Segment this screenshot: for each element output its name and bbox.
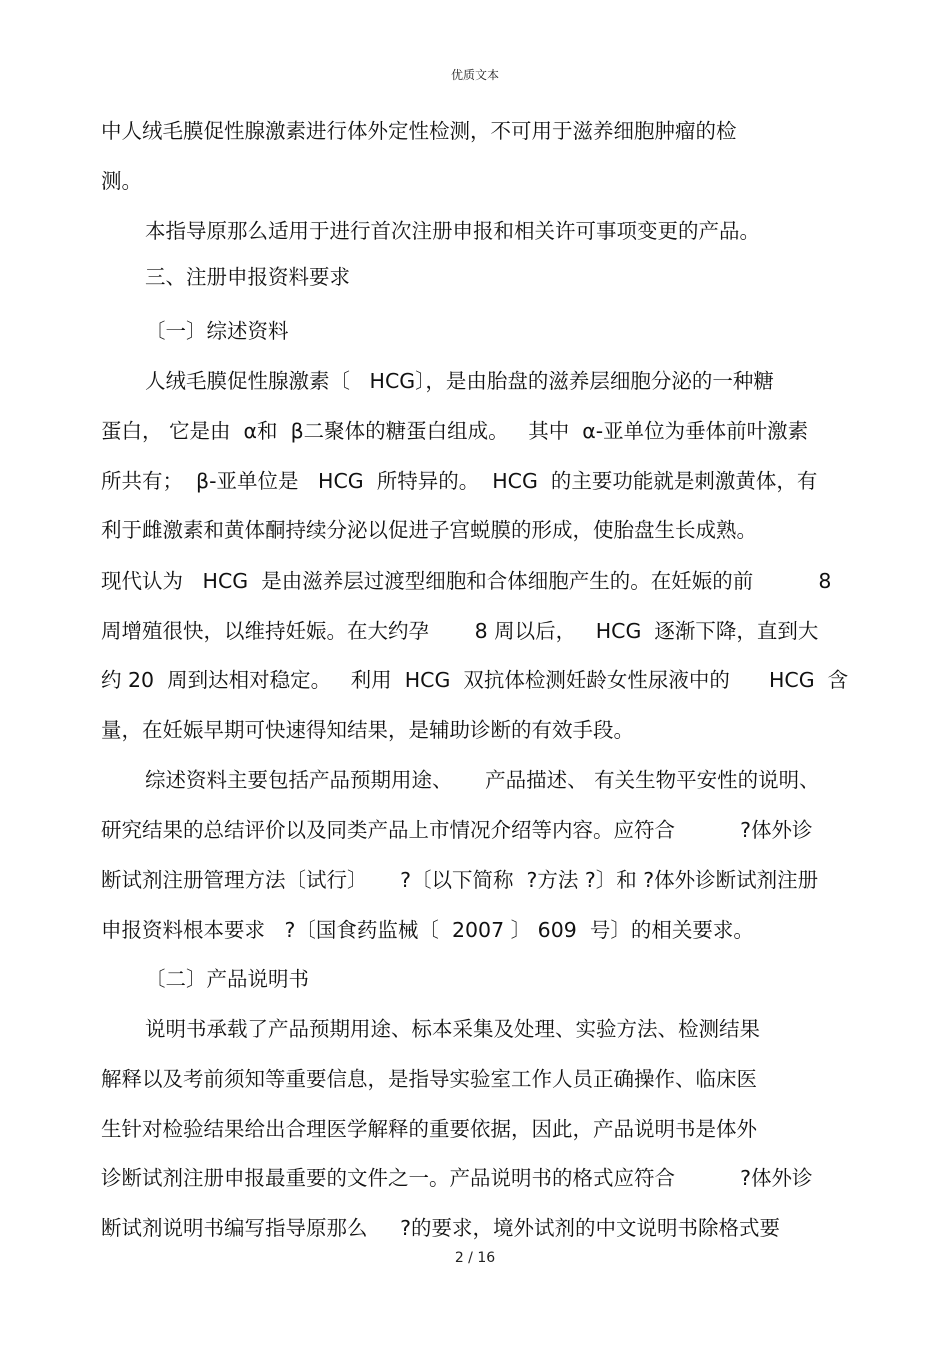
text-line: 所共有； β-亚单位是 HCG 所特异的。 HCG 的主要功能就是刺激黄体，有: [101, 469, 818, 493]
text-line: 生针对检验结果给出合理医学解释的重要依据，因此，产品说明书是体外: [101, 1117, 757, 1141]
text-line: 蛋白， 它是由 α和 β二聚体的糖蛋白组成。 其中 α-亚单位为垂体前叶激素: [101, 419, 809, 443]
subsection-heading: 〔一〕综述资料: [145, 319, 289, 343]
text-line: 解释以及考前须知等重要信息，是指导实验室工作人员正确操作、临床医: [101, 1067, 757, 1091]
text-line: 本指导原那么适用于进行首次注册申报和相关许可事项变更的产品。: [145, 219, 760, 243]
text-line: 利于雌激素和黄体酮持续分泌以促进子宫蜕膜的形成，使胎盘生长成熟。: [101, 518, 757, 542]
text-line: 现代认为 HCG 是由滋养层过渡型细胞和合体细胞产生的。在妊娠的前 8: [101, 569, 832, 593]
text-line: 研究结果的总结评价以及同类产品上市情况介绍等内容。应符合 ?体外诊: [101, 818, 813, 842]
section-heading: 三、注册申报资料要求: [145, 265, 350, 289]
text-line: 人绒毛膜促性腺激素〔 HCG〕，是由胎盘的滋养层细胞分泌的一种糖: [145, 369, 774, 393]
text-line: 周增殖很快，以维持妊娠。在大约孕 8 周以后， HCG 逐渐下降，直到大: [101, 619, 819, 643]
text-line: 断试剂注册管理方法〔试行〕 ?〔以下简称 ?方法 ?〕和 ?体外诊断试剂注册: [101, 868, 819, 892]
text-line: 量，在妊娠早期可快速得知结果，是辅助诊断的有效手段。: [101, 718, 634, 742]
text-line: 约 20 周到达相对稳定。 利用 HCG 双抗体检测妊龄女性尿液中的 HCG 含: [101, 668, 849, 692]
text-line: 中人绒毛膜促性腺激素进行体外定性检测，不可用于滋养细胞肿瘤的检: [101, 119, 737, 143]
text-line: 说明书承载了产品预期用途、标本采集及处理、实验方法、检测结果: [145, 1017, 760, 1041]
text-line: 诊断试剂注册申报最重要的文件之一。产品说明书的格式应符合 ?体外诊: [101, 1166, 813, 1190]
subsection-heading: 〔二〕产品说明书: [145, 967, 309, 991]
page-number: 2 / 16: [454, 1250, 496, 1266]
page-header: 优质文本: [450, 68, 499, 82]
text-line: 测。: [101, 169, 142, 193]
text-line: 综述资料主要包括产品预期用途、 产品描述、 有关生物平安性的说明、: [145, 768, 820, 792]
text-line: 断试剂说明书编写指导原那么 ?的要求，境外试剂的中文说明书除格式要: [101, 1216, 780, 1240]
text-line: 申报资料根本要求 ?〔国食药监械〔 2007 〕 609 号〕的相关要求。: [101, 918, 754, 942]
